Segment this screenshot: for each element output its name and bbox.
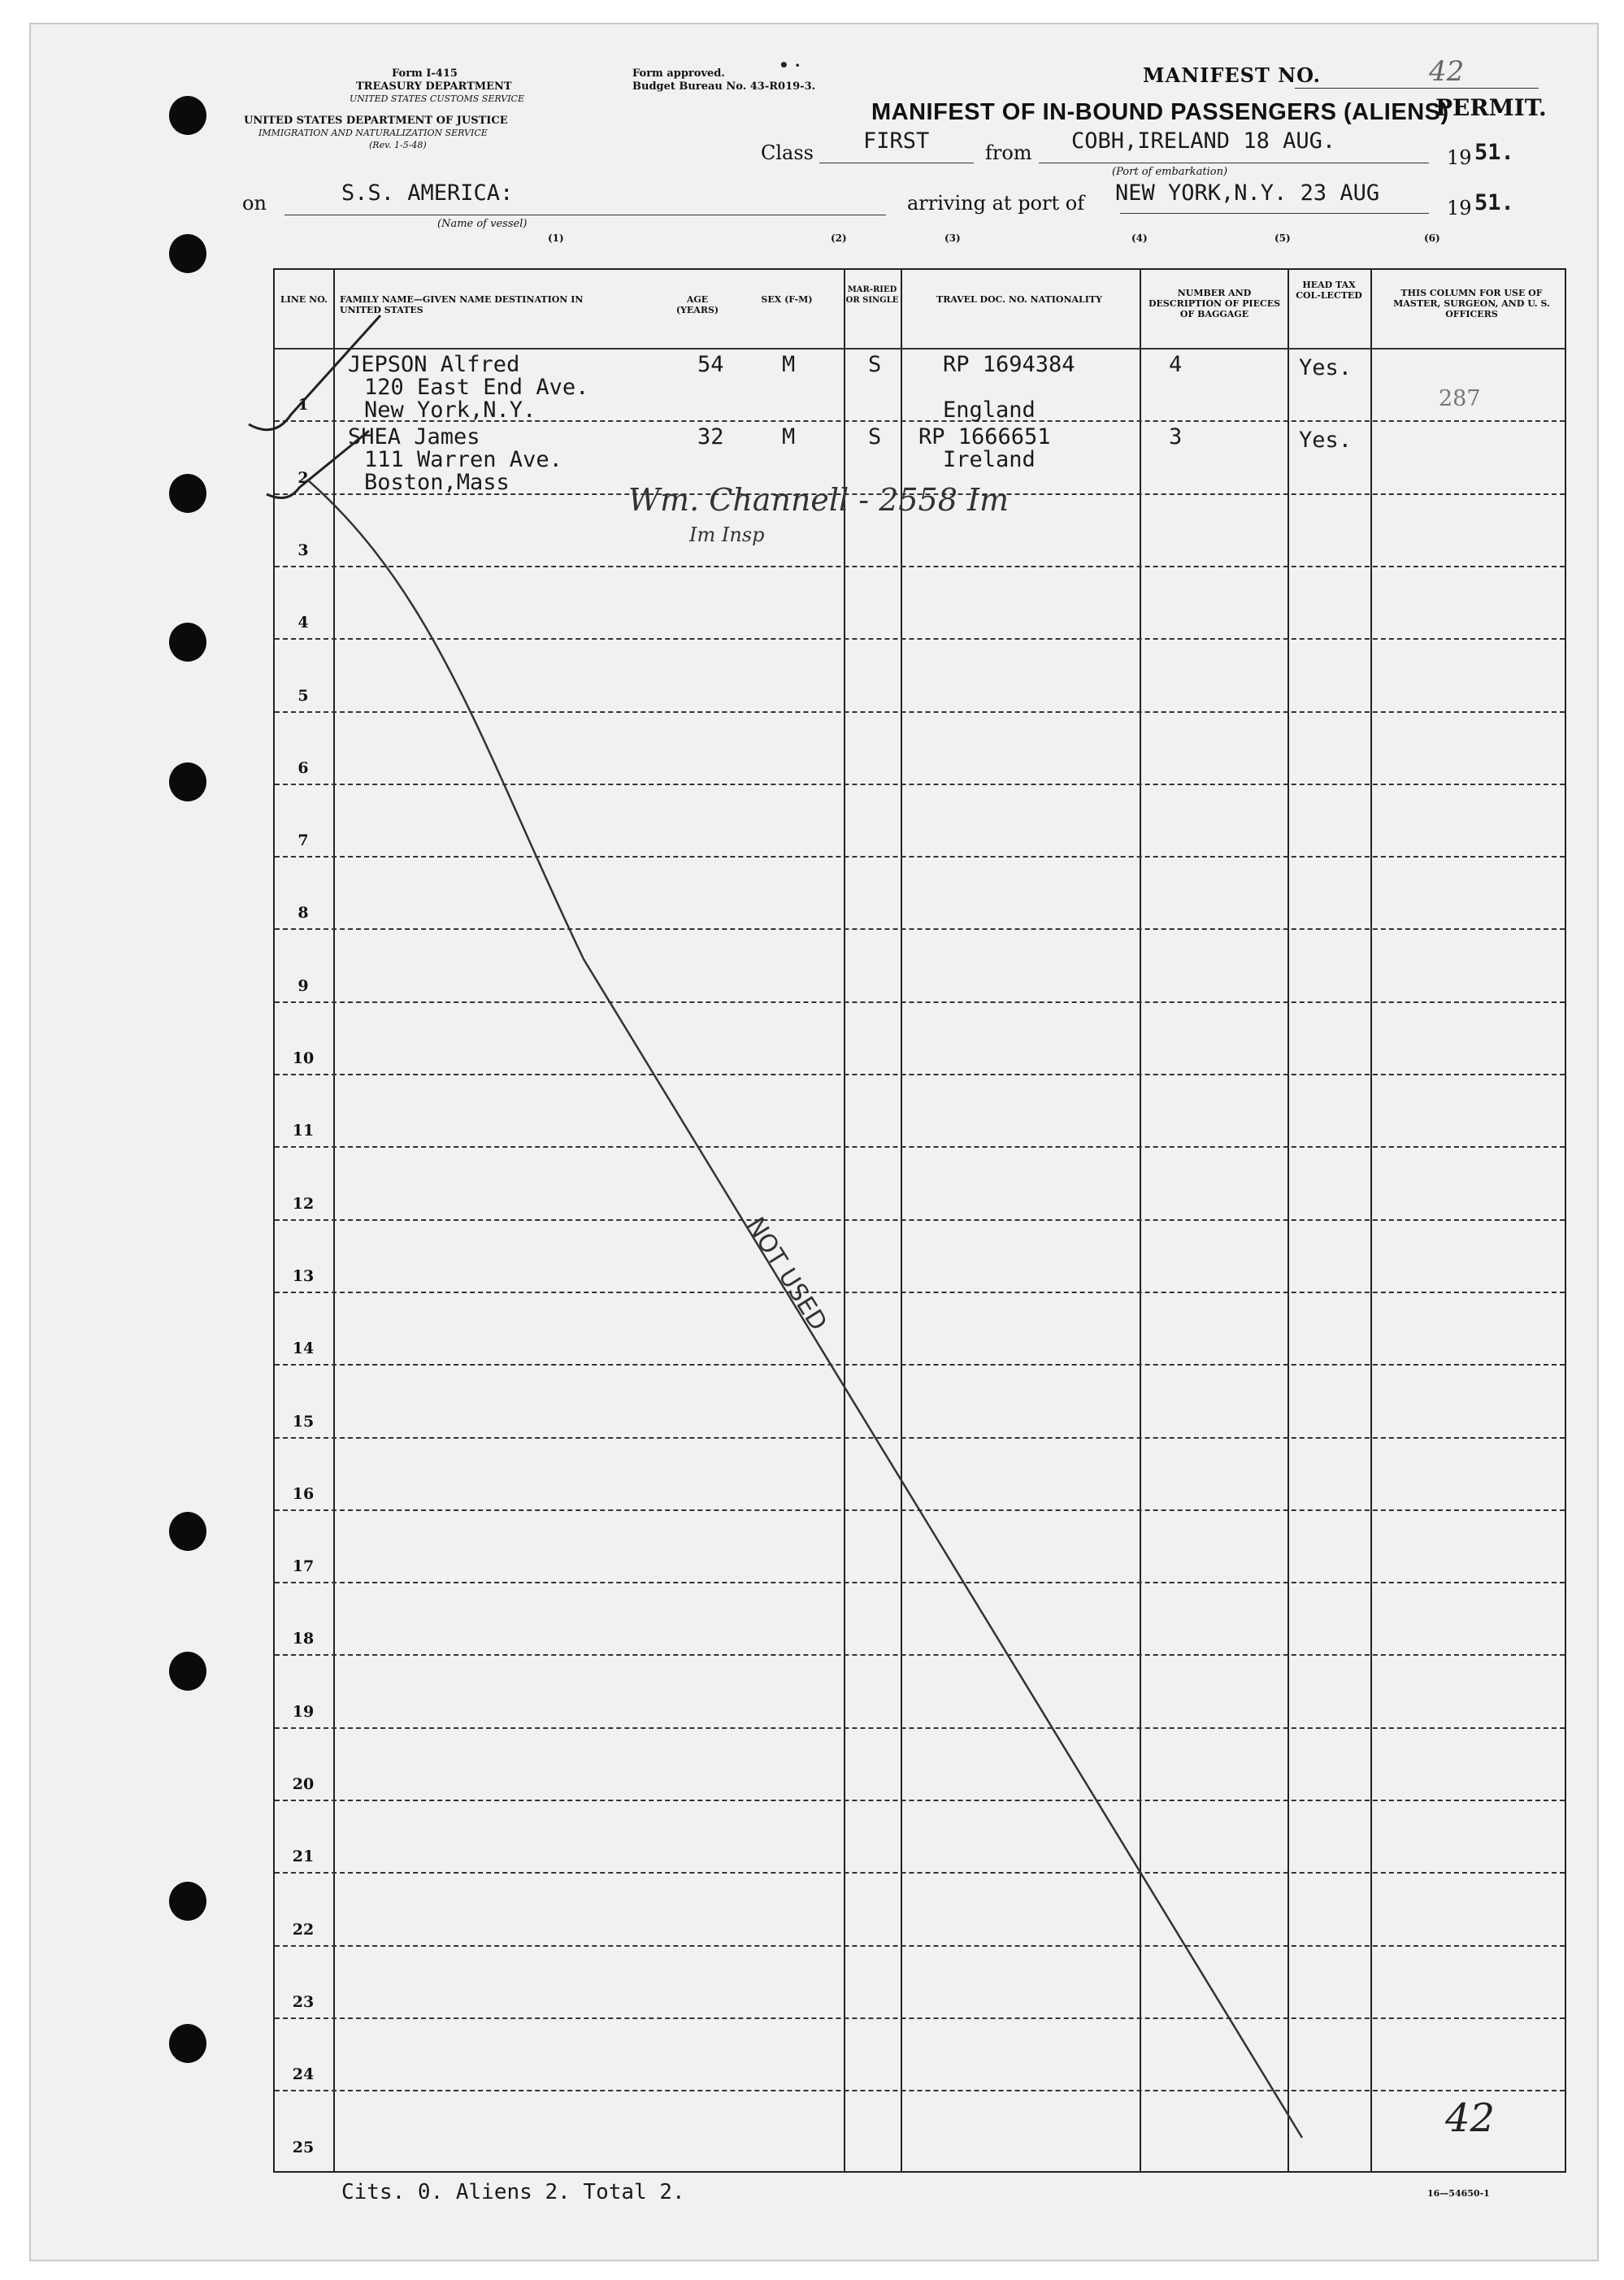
manifest-page: [29, 23, 1599, 2261]
header-baggage: NUMBER AND DESCRIPTION OF PIECES OF BAGGAGE: [1148, 288, 1281, 319]
header-tax: HEAD TAX COL-LECTED: [1296, 280, 1362, 301]
column-number-1: (1): [548, 232, 564, 244]
vessel-value: S.S. AMERICA:: [341, 180, 514, 206]
port-embarkation-caption: (Port of embarkation): [1112, 166, 1228, 178]
dept-immigration: IMMIGRATION AND NATURALIZATION SERVICE: [258, 128, 488, 138]
form-approved: Form approved.: [632, 67, 725, 80]
inspector-title: Im Insp: [689, 523, 765, 546]
line-number: 14: [292, 1340, 315, 1358]
manifest-number: 42: [1429, 55, 1465, 88]
passenger-head-tax: Yes.: [1299, 355, 1353, 380]
line-number: 23: [292, 1992, 315, 2011]
line-number: 18: [292, 1630, 315, 1648]
manifest-label: MANIFEST NO.: [1143, 63, 1322, 87]
passenger-nationality: Ireland: [943, 447, 1036, 473]
line-number: 3: [297, 541, 309, 559]
line-number: 12: [292, 1194, 315, 1213]
form-revision: (Rev. 1-5-48): [369, 140, 427, 150]
corner-number: 42: [1445, 2095, 1496, 2141]
line-number: 16: [292, 1484, 315, 1503]
passenger-travel-doc: RP 1694384: [943, 352, 1075, 377]
form-number: Form I-415: [392, 67, 458, 80]
dept-justice: UNITED STATES DEPARTMENT OF JUSTICE: [244, 115, 508, 127]
checkmark-line-1: [249, 315, 380, 430]
line-number: 5: [297, 686, 309, 705]
column-number-5: (5): [1274, 232, 1291, 244]
line-number: 17: [292, 1557, 315, 1576]
page-title: MANIFEST OF IN-BOUND PASSENGERS (ALIENS): [871, 99, 1449, 125]
vessel-caption: (Name of vessel): [437, 218, 528, 230]
passenger-travel-doc: RP 1666651: [918, 424, 1051, 450]
passenger-nationality: England: [943, 397, 1036, 423]
column-number-2: (2): [831, 232, 847, 244]
from-value: COBH,IRELAND 18 AUG.: [1071, 128, 1336, 154]
line-number: 10: [292, 1049, 315, 1067]
officer-note: 287: [1439, 386, 1481, 411]
column-number-4: (4): [1131, 232, 1148, 244]
not-used-text: NOT USED: [740, 1212, 833, 1336]
passenger-age: 54: [697, 352, 724, 377]
inspector-signature: Wm. Channell - 2558 Im: [628, 482, 1010, 518]
budget-bureau: Budget Bureau No. 43-R019-3.: [632, 80, 816, 93]
line-number: 8: [297, 904, 309, 923]
header-age: AGE (YEARS): [675, 294, 719, 315]
passenger-baggage: 3: [1169, 424, 1183, 450]
year-value: 51.: [1474, 140, 1514, 165]
arriving-value: NEW YORK,N.Y. 23 AUG: [1115, 180, 1380, 206]
passenger-name: JEPSON Alfred: [348, 352, 520, 377]
line-number: 24: [292, 2065, 315, 2084]
passenger-address: 111 Warren Ave.: [364, 447, 562, 473]
header-officers: THIS COLUMN FOR USE OF MASTER, SURGEON, AND U. S. OFFICERS: [1393, 288, 1550, 319]
passenger-name: SHEA James: [348, 424, 480, 450]
passenger-marital: S: [868, 352, 882, 377]
line-number: 13: [292, 1266, 315, 1285]
class-value: FIRST: [863, 128, 930, 154]
handwriting-overlay: [31, 24, 1597, 2260]
punch-mark: • ·: [779, 55, 801, 75]
line-number: 9: [297, 976, 309, 995]
on-label: on: [242, 192, 267, 215]
header-married: MAR-RIED OR SINGLE: [845, 285, 899, 305]
header-line-no: LINE NO.: [280, 294, 328, 305]
passenger-marital: S: [868, 424, 882, 450]
dept-treasury: TREASURY DEPARTMENT: [356, 80, 512, 93]
line-number: 15: [292, 1412, 315, 1431]
line-number: 1: [297, 396, 309, 415]
line-number: 11: [292, 1122, 315, 1140]
summary-line: Cits. 0. Aliens 2. Total 2.: [341, 2180, 685, 2204]
passenger-address: 120 East End Ave.: [364, 375, 589, 400]
passenger-baggage: 4: [1169, 352, 1183, 377]
header-name: FAMILY NAME—GIVEN NAME DESTINATION IN UNITED STATES: [340, 294, 584, 315]
year-prefix: 19: [1447, 146, 1472, 169]
from-label: from: [985, 141, 1032, 164]
column-number-3: (3): [944, 232, 961, 244]
line-number: 21: [292, 1848, 315, 1866]
header-travel: TRAVEL DOC. NO. NATIONALITY: [936, 294, 1102, 305]
footer-code: 16—54650-1: [1427, 2188, 1490, 2199]
line-number: 19: [292, 1702, 315, 1721]
passenger-head-tax: Yes.: [1299, 428, 1353, 454]
column-number-6: (6): [1424, 232, 1440, 244]
line-number: 4: [297, 614, 309, 632]
arriving-label: arriving at port of: [907, 192, 1085, 215]
line-number: 22: [292, 1920, 315, 1939]
dept-customs: UNITED STATES CUSTOMS SERVICE: [350, 93, 524, 104]
header-sex: SEX (F-M): [761, 294, 813, 305]
line-number: 25: [292, 2138, 315, 2156]
passenger-sex: M: [782, 352, 796, 377]
passenger-sex: M: [782, 424, 796, 450]
year2-value: 51.: [1474, 190, 1514, 215]
line-number: 2: [297, 468, 309, 487]
line-number: 20: [292, 1775, 315, 1793]
permit-label: PERMIT.: [1435, 94, 1547, 121]
line-number: 6: [297, 758, 309, 777]
passenger-city: Boston,Mass: [364, 470, 510, 496]
line-number: 7: [297, 832, 309, 850]
passenger-city: New York,N.Y.: [364, 397, 536, 423]
passenger-age: 32: [697, 424, 724, 450]
class-label: Class: [761, 141, 814, 164]
year2-prefix: 19: [1447, 197, 1472, 219]
